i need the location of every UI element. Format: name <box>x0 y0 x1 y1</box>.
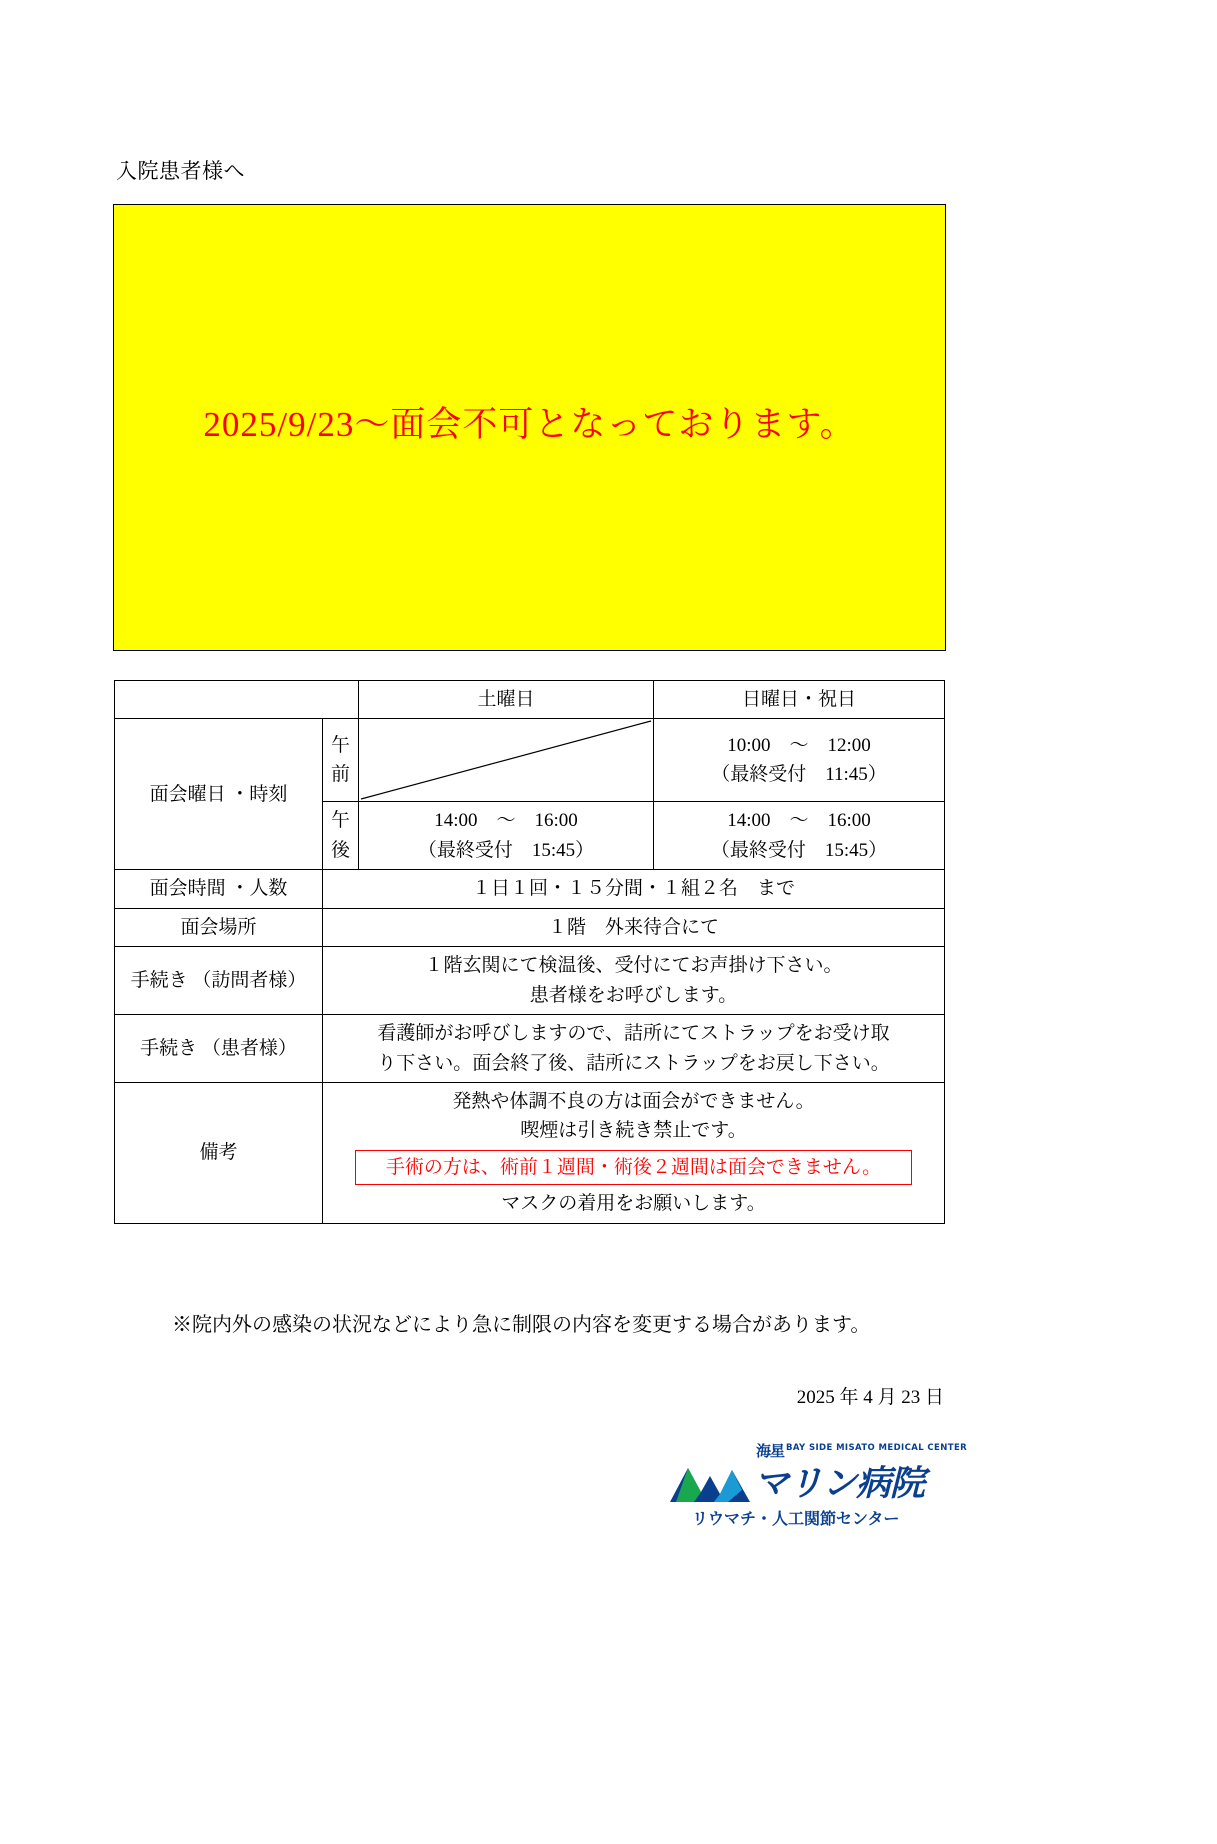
am-sunday-hours <box>654 719 945 802</box>
location-value: １階 外来待合にて <box>323 908 945 946</box>
remarks-value <box>323 1082 945 1223</box>
table-row-duration <box>115 870 945 908</box>
diagonal-slash-icon <box>359 719 653 801</box>
row-label-visit-day-line2: ・時刻 <box>230 783 288 805</box>
row-label-location: 面会場所 <box>115 908 323 946</box>
header-blank <box>115 681 359 719</box>
row-label-procedure-patient-line2: （患者様） <box>201 1037 297 1059</box>
am-label <box>323 719 359 802</box>
am-label-char2: 前 <box>330 764 350 786</box>
logo-kaisei-text: 海星 <box>756 1442 785 1460</box>
row-label-procedure-patient <box>115 1015 323 1083</box>
remarks-line2: 喫煙は引き続き禁止です。 <box>520 1120 747 1142</box>
table-row-remarks <box>115 1082 945 1223</box>
row-label-procedure-visitor-line2: （訪問者様） <box>192 969 307 991</box>
row-label-visit-day <box>115 719 323 870</box>
logo-english-text: BAY SIDE MISATO MEDICAL CENTER <box>786 1443 968 1453</box>
procedure-visitor-line2: 患者様をお呼びします。 <box>529 984 738 1006</box>
row-label-procedure-visitor-line1: 手続き <box>130 969 188 991</box>
procedure-visitor-value <box>323 947 945 1015</box>
pm-sunday-hours-line2: （最終受付 15:45） <box>710 839 888 861</box>
am-sunday-hours-line1: 10:00 ～ 12:00 <box>727 735 871 756</box>
row-label-duration-line1: 面会時間 <box>149 878 226 900</box>
procedure-patient-value <box>323 1015 945 1083</box>
row-label-remarks: 備考 <box>115 1082 323 1223</box>
procedure-patient-line1: 看護師がお呼びしますので、詰所にてストラップをお受け取 <box>377 1023 890 1045</box>
table-row-visit-day-am <box>115 719 945 802</box>
logo-subtitle: リウマチ・人工関節センター <box>692 1509 900 1528</box>
pm-saturday-hours-line1: 14:00 ～ 16:00 <box>434 810 578 832</box>
pm-saturday-hours-line2: （最終受付 15:45） <box>417 839 595 861</box>
header-sunday-holiday: 日曜日・祝日 <box>654 681 945 719</box>
header-saturday: 土曜日 <box>359 681 654 719</box>
pm-label-char1: 午 <box>330 810 350 832</box>
remarks-highlight: 手術の方は、術前１週間・術後２週間は面会できません。 <box>355 1150 912 1185</box>
pm-sunday-hours <box>654 802 945 870</box>
remarks-line1: 発熱や体調不良の方は面会ができません。 <box>452 1090 815 1112</box>
hospital-logo <box>668 1432 968 1528</box>
row-label-duration-line2: ・人数 <box>230 878 288 900</box>
table-row-procedure-patient <box>115 1015 945 1083</box>
logo-hospital-name: マリン病院 <box>754 1464 925 1504</box>
procedure-visitor-line1: １階玄関にて検温後、受付にてお声掛け下さい。 <box>424 955 843 977</box>
visitation-info-table <box>114 680 945 1224</box>
duration-value: １日１回・１５分間・１組２名 まで <box>323 870 945 908</box>
logo-main <box>668 1440 968 1504</box>
row-label-procedure-patient-line1: 手続き <box>140 1037 198 1059</box>
table-row-location <box>115 908 945 946</box>
pm-sunday-hours-line1: 14:00 ～ 16:00 <box>727 810 871 832</box>
row-label-procedure-visitor <box>115 947 323 1015</box>
pm-saturday-hours <box>359 802 654 870</box>
document-date: 2025 年 4 月 23 日 <box>796 1387 944 1408</box>
procedure-patient-line2: り下さい。面会終了後、詰所にストラップをお戻し下さい。 <box>377 1052 890 1074</box>
footnote-text: ※院内外の感染の状況などにより急に制限の内容を変更する場合があります。 <box>172 1314 871 1336</box>
table-header-row <box>115 681 945 719</box>
am-label-char1: 午 <box>330 735 350 756</box>
am-sunday-hours-line2: （最終受付 11:45） <box>711 764 887 786</box>
table-row-procedure-visitor <box>115 947 945 1015</box>
row-label-duration <box>115 870 323 908</box>
am-saturday-unavailable <box>359 719 654 802</box>
marine-wave-logo-icon <box>668 1454 752 1506</box>
notice-text: 2025/9/23～面会不可となっております。 <box>203 405 856 444</box>
addressee-line: 入院患者様へ <box>116 159 245 183</box>
pm-label <box>323 802 359 870</box>
notice-banner <box>113 204 946 651</box>
remarks-line3: マスクの着用をお願いします。 <box>501 1193 766 1215</box>
row-label-visit-day-line1: 面会曜日 <box>149 783 226 805</box>
pm-label-char2: 後 <box>330 839 350 861</box>
